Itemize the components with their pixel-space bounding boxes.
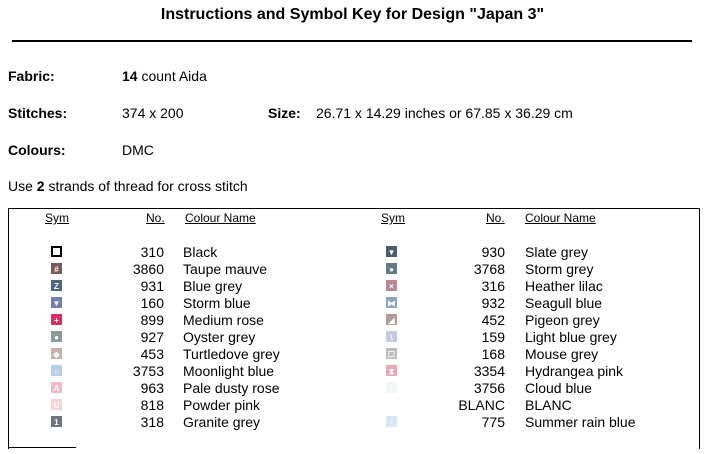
colour-name: Hydrangea pink	[525, 363, 624, 379]
fabric-value	[122, 68, 207, 84]
colour-name: Heather lilac	[525, 278, 603, 294]
hash-icon: #	[51, 263, 62, 274]
table-row	[0, 278, 705, 295]
colour-name: Pale dusty rose	[183, 380, 280, 396]
blank-icon	[386, 399, 397, 410]
strands-count: 2	[36, 178, 45, 194]
colour-name: Blue grey	[183, 278, 243, 294]
colour-name: Taupe mauve	[183, 261, 268, 277]
table-row	[0, 329, 705, 346]
slash-icon: \	[386, 331, 397, 342]
diamond-icon: ◆	[51, 348, 62, 359]
header-no-left: No.	[146, 211, 165, 225]
square-outline-icon: ☐	[387, 350, 396, 359]
colour-number: 3354	[473, 363, 505, 379]
page-title: Instructions and Symbol Key for Design "Japan 3"	[160, 6, 545, 23]
colour-number: 930	[481, 244, 505, 260]
dot-icon: ●	[51, 331, 62, 342]
colour-number: 899	[140, 312, 164, 328]
colour-name: Powder pink	[183, 397, 261, 413]
table-row	[0, 397, 705, 414]
header-sym-right: Sym	[381, 211, 405, 225]
size-value: 26.71 x 14.29 inches or 67.85 x 36.29 cm	[316, 105, 573, 121]
colour-name: Cloud blue	[525, 380, 592, 396]
table-row	[0, 346, 705, 363]
colour-name: BLANC	[525, 397, 572, 413]
strands-post: strands of thread for cross stitch	[44, 178, 248, 194]
colour-number: 3756	[473, 380, 505, 396]
colour-name: Mouse grey	[525, 346, 599, 362]
colour-name: Medium rose	[183, 312, 264, 328]
colour-number: 927	[140, 329, 164, 345]
triangle-down-icon: ▼	[52, 299, 61, 308]
table-row	[0, 363, 705, 380]
colour-name: Seagull blue	[525, 295, 603, 311]
strands-instruction	[8, 178, 248, 194]
colour-number: 818	[140, 397, 164, 413]
colour-number: 168	[481, 346, 505, 362]
table-row	[0, 380, 705, 397]
colour-name: Pigeon grey	[525, 312, 600, 328]
colour-number: 3753	[132, 363, 164, 379]
size-label: Size:	[268, 105, 301, 121]
colour-name: Turtledove grey	[183, 346, 280, 362]
colour-name: Slate grey	[525, 244, 589, 260]
bowtie-icon: ⧓	[387, 299, 396, 308]
header-name-left: Colour Name	[185, 211, 256, 225]
circle-icon: ○	[51, 365, 62, 376]
small-dot-icon: ·	[386, 416, 397, 427]
colour-number: 932	[481, 295, 505, 311]
colours-label: Colours:	[8, 142, 66, 158]
colour-number: BLANC	[458, 397, 505, 413]
colour-number: 3860	[132, 261, 164, 277]
colour-name: Moonlight blue	[183, 363, 275, 379]
colour-name: Storm grey	[525, 261, 594, 277]
corner-icon: ┘	[386, 382, 397, 393]
colour-number: 159	[481, 329, 505, 345]
triangle-down-icon: ▼	[387, 248, 396, 257]
strands-pre: Use	[8, 178, 37, 194]
header-sym-left: Sym	[45, 211, 69, 225]
u-icon: U	[51, 399, 62, 410]
corner-triangle-icon: ◢	[386, 314, 397, 325]
colour-name: Oyster grey	[183, 329, 256, 345]
colour-name: Storm blue	[183, 295, 251, 311]
one-icon: 1	[51, 416, 62, 427]
colour-number: 931	[140, 278, 164, 294]
bottom-rule	[8, 447, 76, 448]
hourglass-icon: ⧗	[386, 365, 397, 376]
colours-value: DMC	[122, 142, 154, 158]
stitches-label: Stitches:	[8, 105, 68, 121]
table-row	[0, 414, 705, 431]
header-no-right: No.	[486, 211, 505, 225]
table-row	[0, 295, 705, 312]
header-name-right: Colour Name	[525, 211, 596, 225]
colour-number: 316	[481, 278, 505, 294]
colour-number: 775	[481, 414, 505, 430]
circle-icon: ●	[386, 263, 397, 274]
plus-icon: +	[51, 314, 62, 325]
x-icon: ×	[386, 280, 397, 291]
stitches-value: 374 x 200	[122, 105, 184, 121]
a-icon: A	[51, 382, 62, 393]
colour-number: 452	[481, 312, 505, 328]
z-icon: Z	[51, 280, 62, 291]
colour-name: Granite grey	[183, 414, 261, 430]
colour-name: Light blue grey	[525, 329, 617, 345]
title-rule	[12, 40, 692, 42]
colour-number: 310	[140, 244, 164, 260]
table-row	[0, 261, 705, 278]
colour-number: 453	[140, 346, 164, 362]
colour-name: Summer rain blue	[525, 414, 636, 430]
fabric-count: 14	[122, 68, 138, 84]
colour-number: 318	[140, 414, 164, 430]
colour-number: 963	[140, 380, 164, 396]
table-row	[0, 312, 705, 329]
colour-number: 160	[140, 295, 164, 311]
fabric-label: Fabric:	[8, 68, 55, 84]
colour-number: 3768	[473, 261, 505, 277]
table-row	[0, 244, 705, 261]
fabric-type: count Aida	[137, 68, 207, 84]
colour-name: Black	[183, 244, 218, 260]
